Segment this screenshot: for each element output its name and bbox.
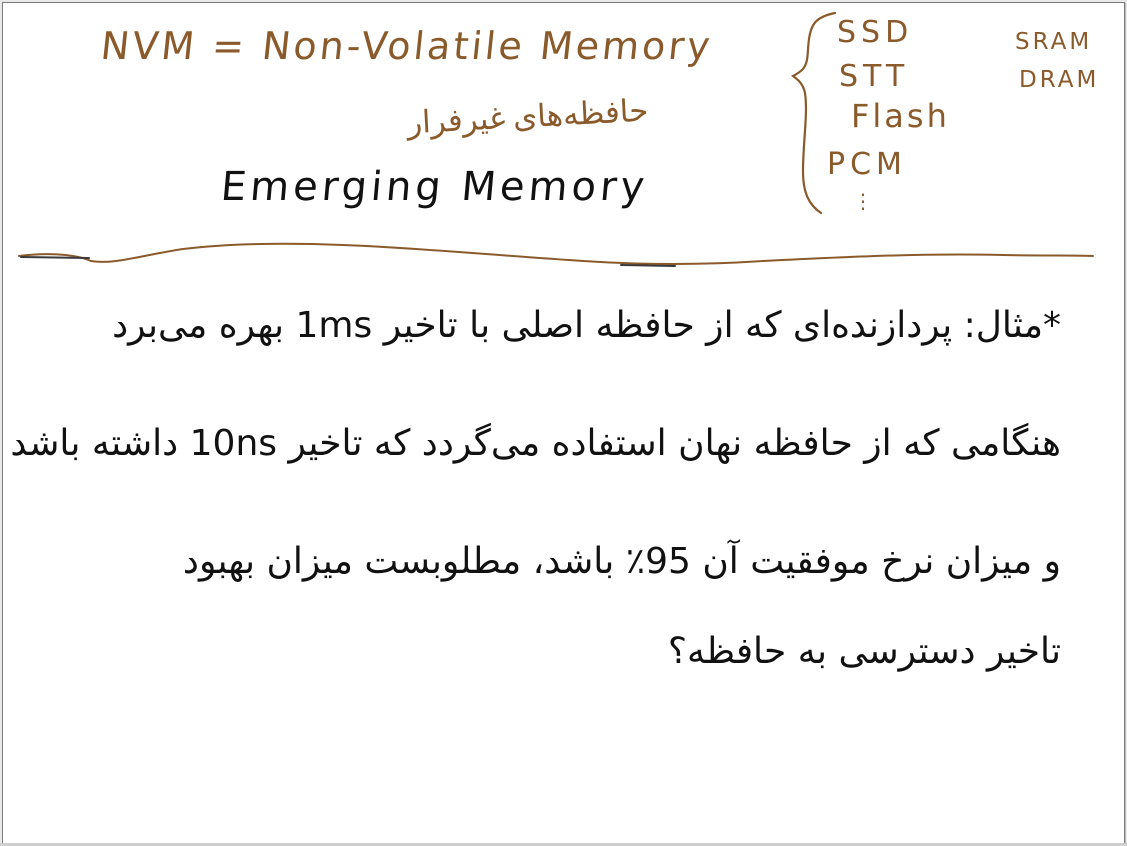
curly-brace [793,13,835,213]
persian-nonvolatile-text: حافظه‌های غیرفرار [406,92,650,141]
nvm-example-pcm: PCM [827,147,907,182]
volatile-example-sram: SRAM [1015,29,1093,55]
nvm-example-flash: Flash [851,97,950,135]
divider-line [19,244,1093,264]
example-line-1: *مثال: پردازنده‌ای که از حافظه اصلی با تاخیر 1ms بهره می‌برد [112,305,1061,346]
nvm-definition-title: NVM = Non-Volatile Memory [98,24,715,68]
nvm-example-stt: STT [839,59,910,94]
example-line-4: تاخیر دسترسی به حافظه؟ [667,631,1061,672]
volatile-example-dram: DRAM [1019,67,1100,93]
emerging-memory-label: Emerging Memory [218,164,651,210]
example-line-2: هنگامی که از حافظه نهان استفاده می‌گردد که تاخیر 10ns داشته باشد [10,423,1061,464]
nvm-example-more: ⋮ [853,189,873,213]
example-line-3: و میزان نرخ موفقیت آن 95٪ باشد، مطلوبست میزان بهبود [182,541,1061,582]
divider-dark-mid [621,265,675,266]
whiteboard-page [2,2,1125,844]
nvm-example-ssd: SSD [837,15,914,50]
divider-dark-left [21,257,89,258]
